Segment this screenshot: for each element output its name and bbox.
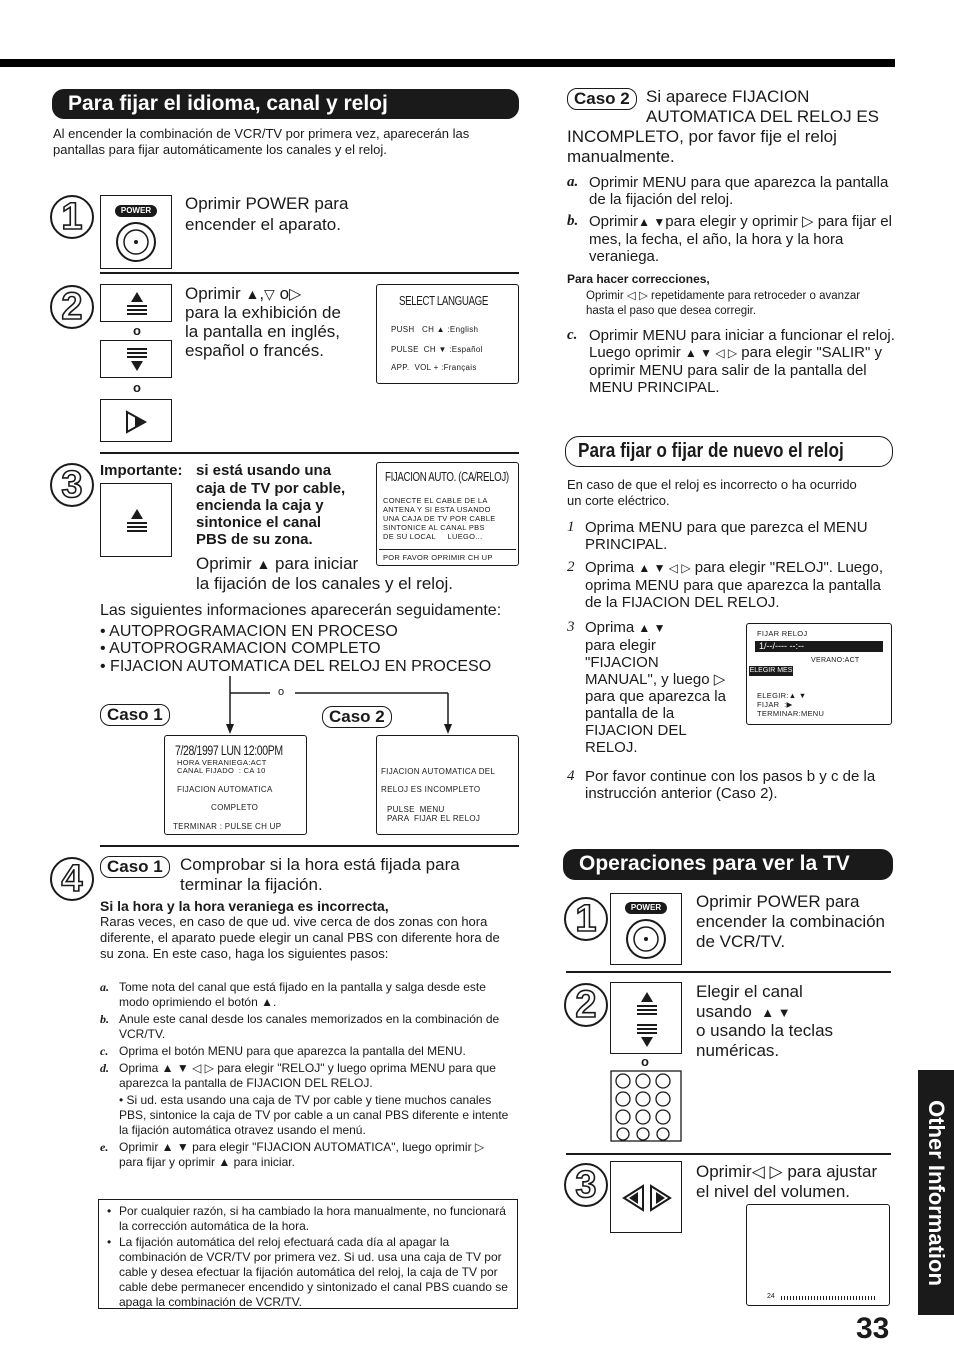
screen-line: ELEGIR:▲ ▼ [757, 691, 807, 700]
item-text: Oprimir MENU para iniciar a funcionar el reloj. Luego oprimir [589, 327, 895, 361]
important-line: caja de TV por cable, [196, 480, 346, 497]
screen-line: HORA VERANIEGA:ACT [177, 758, 267, 767]
reloj-step-1 [567, 519, 887, 553]
screen-line: PUSH CH ▲ :English [391, 325, 479, 334]
tv-step2-line1: Elegir el canal [696, 982, 803, 1001]
list-item [100, 1044, 510, 1059]
step2-line2: para la exhibición de [185, 303, 341, 322]
item-label: c. [567, 327, 578, 343]
divider [566, 1153, 891, 1155]
branch-or: o [278, 686, 285, 698]
or-label: o [133, 323, 141, 338]
screen-divider [379, 549, 516, 550]
item-label: b. [100, 1012, 109, 1026]
top-rule [0, 59, 895, 67]
screen-title: FIJAR RELOJ [757, 629, 808, 638]
item-text: para que aparezca la [585, 688, 726, 705]
sub-text: Raras veces, en caso de que ud. vive cerca de dos zonas con hora diferente, el aparato puede elegir un canal PBS con diferente hora de su zona. En este caso, haga los siguientes pasos: [100, 914, 500, 961]
note-text: Por cualquier razón, si ha cambiado la hora manualmente, no funcionará la corrección automática de la hora. [119, 1204, 506, 1233]
power-button-icon [625, 918, 667, 960]
screen-line: TERMINAR:MENU [757, 709, 825, 718]
up-icon: ▲ [256, 556, 271, 572]
step-number: 1 [50, 195, 94, 239]
corrections-text [586, 289, 886, 319]
caso2-line1: Si aparece FIJACION [646, 87, 810, 106]
step-number: 2 [564, 983, 608, 1027]
tv-step1-line2: encender la combinación [696, 912, 886, 931]
section-title-tv: Operaciones para ver la TV [563, 849, 893, 880]
item-text: Oprimir ▲ ▼ para elegir "FIJACION AUTOMATICA", luego oprimir ▷ para fijar y oprimir ▲ para iniciar. [119, 1140, 485, 1169]
item-text: Oprimir [589, 213, 639, 230]
divider [566, 971, 891, 973]
item-label [100, 1093, 119, 1138]
sep: , [259, 284, 265, 303]
important-line: si está usando una [196, 462, 332, 479]
ch-up-button [100, 483, 172, 557]
or-label: o [133, 380, 141, 395]
left-right-icon: ◁ ▷ [751, 1162, 783, 1181]
item-text: para elegir "RELOJ". Luego, oprima MENU para que aparezca la pantalla de la FIJACION DEL RELOJ. [585, 559, 884, 611]
important-line: encienda la caja y [196, 497, 324, 514]
tv-step3-line2: el nivel del volumen. [696, 1182, 851, 1201]
caso2-line2: AUTOMATICA DEL RELOJ ES [646, 107, 880, 126]
corrections-title: Para hacer correcciones, [567, 272, 710, 286]
step2-oprimir: Oprimir [185, 284, 241, 303]
ch-down-button [100, 340, 172, 378]
step1-line2: encender el aparato. [185, 215, 341, 234]
down-icon: ▽ [264, 286, 275, 302]
ch-down-icon [125, 347, 149, 373]
volume-bar [781, 1296, 877, 1300]
item-label: d. [100, 1061, 109, 1075]
step4-line2: terminar la fijación. [180, 875, 323, 894]
volume-level: 24 [767, 1293, 775, 1300]
item-label: a. [567, 174, 579, 190]
note-box [98, 1199, 518, 1309]
reloj-step-2 [567, 559, 892, 611]
step3-line1 [196, 554, 358, 574]
power-label: POWER [625, 902, 667, 914]
item-text: Oprimir [586, 290, 624, 302]
left-right-icon: ◁ ▷ [626, 290, 648, 302]
power-button-illustration [100, 195, 172, 269]
item-text: para elegir "SALIR" y oprimir MENU para salir de la pantalla del MENU PRINCIPAL. [589, 344, 882, 396]
item-text: Oprima ▲ ▼ ◁ ▷ para elegir "RELOJ" y luego oprima MENU para que aparezca la pantalla de FIJACION DEL RELOJ. [119, 1061, 496, 1090]
step-number: 2 [50, 285, 94, 329]
caso1-screen [164, 735, 307, 835]
item-text: MANUAL", y luego [585, 671, 710, 688]
step-number: 3 [564, 1163, 608, 1207]
reloj-title-text: Para fijar o fijar de nuevo el reloj [578, 440, 844, 462]
screen-date: 1/--/---- --:-- [755, 641, 883, 652]
tv-step3-line1 [696, 1162, 877, 1181]
step3-iniciar: para iniciar [275, 554, 359, 573]
section-title-reloj [565, 436, 893, 467]
item-label: a. [100, 980, 109, 994]
screen-line: APP. VOL + :Français [391, 363, 477, 372]
step2-line1 [185, 284, 301, 304]
list-item [100, 1140, 510, 1170]
step-number: 4 [50, 857, 94, 901]
item-text: • Si ud. esta usando una caja de TV por cable y tiene muchos canales PBS, sintonice la caja de TV por cable a un canal PBS diferente e intente la fijación automática otravez usando el menú. [119, 1093, 509, 1137]
select-language-screen [376, 284, 519, 384]
tv-step2-line3: o usando la teclas [696, 1021, 834, 1040]
step4-line1: Comprobar si la hora está fijada para [180, 855, 460, 874]
right-arrow-icon [123, 410, 151, 434]
list-item [100, 1012, 510, 1042]
ch-up-down-icon [635, 991, 659, 1049]
caso2-label: Caso 2 [322, 706, 392, 728]
channel-buttons [610, 982, 682, 1054]
item-text: Oprima MENU para que parezca el MENU PRINCIPAL. [585, 519, 868, 553]
screen-line: SINTONICE AL CANAL PBS [383, 523, 485, 532]
screen-footer: TERMINAR : PULSE CH UP [173, 822, 282, 831]
volume-left-right-icon [621, 1184, 673, 1212]
right-icon: ▷ [289, 286, 302, 303]
step2-line4: español o francés. [185, 341, 324, 360]
item-text: usando [696, 1002, 752, 1021]
screen-line: FIJACION AUTOMATICA DEL [381, 767, 496, 776]
caso1-label: Caso 1 [100, 704, 170, 726]
bullet-text: FIJACION AUTOMATICA DEL RELOJ EN PROCESO [110, 658, 492, 675]
volume-screen [746, 1204, 890, 1306]
list-item [100, 980, 510, 1010]
screen-line: RELOJ ES INCOMPLETO [381, 785, 481, 794]
item-label: c. [100, 1044, 109, 1058]
step-number: 3 [50, 463, 94, 507]
ch-up-icon [125, 508, 149, 534]
important-line: PBS de su zona. [196, 531, 313, 548]
note-text: La fijación automática del reloj efectuará cada día al apagar la combinación de VCR/TV por primera vez. Si ud. usa una caja de TV por cable y desea efectuar la fijación automática del reloj, la caja de TV por cable debe permanecer encendido y sintonizado el canal PBS cuando se apaga la combinación de VCR/TV. [119, 1235, 508, 1309]
step3-oprimir: Oprimir [196, 554, 252, 573]
tv-step1-line3: de VCR/TV. [696, 932, 786, 951]
sub-title: Si la hora y la hora veraniega es incorrecta, [100, 898, 389, 914]
bullet-text: AUTOPROGRAMACION COMPLETO [109, 640, 381, 657]
up-icon: ▲ [245, 286, 260, 302]
step3-line2: la fijación de los canales y el reloj. [196, 574, 454, 593]
reloj-intro: En caso de que el reloj es incorrecto o ha ocurrido un corte eléctrico. [567, 477, 857, 508]
intro-text: Al encender la combinación de VCR/TV por primera vez, aparecerán las pantallas para fijar automáticamente los canales y el reloj. [53, 126, 470, 157]
tv-step2-line2 [696, 1002, 791, 1022]
power-label: POWER [115, 205, 157, 217]
item-number: 1 [567, 519, 575, 535]
item-text: para elegir y oprimir [665, 213, 798, 230]
or-label: o [641, 1054, 649, 1069]
section-title-idioma: Para fijar el idioma, canal y reloj [52, 89, 519, 119]
screen-footer: POR FAVOR OPRIMIR CH UP [383, 553, 493, 562]
item-text: Oprimir [696, 1162, 752, 1181]
screen-line: CONECTE EL CABLE DE LA [383, 496, 488, 505]
screen-line: PARA FIJAR EL RELOJ [387, 814, 481, 823]
item-number: 3 [567, 619, 575, 635]
right-icon: ▷ [713, 671, 726, 688]
caso1-label: Caso 1 [100, 856, 170, 878]
item-text: RELOJ. [585, 739, 638, 756]
bullet-text: AUTOPROGRAMACION EN PROCESO [109, 623, 398, 640]
screen-title: SELECT LANGUAGE [399, 293, 489, 308]
screen-title: FIJACION AUTO. (CA/RELOJ) [385, 469, 509, 484]
item-text: Oprima [585, 619, 635, 636]
divider [100, 452, 519, 454]
item-text: Anule este canal desde los canales memorizados en la combinación de VCR/TV. [119, 1012, 500, 1041]
volume-buttons [610, 1161, 682, 1233]
item-text: para ajustar [787, 1162, 878, 1181]
follow-text: Las siguientes informaciones aparecerán seguidamente: [100, 602, 502, 619]
bullet-item: • AUTOPROGRAMACION EN PROCESO [100, 623, 398, 640]
ch-up-button [100, 284, 172, 322]
caso2-step-c [567, 327, 897, 396]
section-side-tab [918, 1070, 954, 1315]
reloj-step-3 [567, 619, 747, 756]
important-line: sintonice el canal [196, 514, 322, 531]
item-text: repetidamente para retroceder o avanzar hasta el paso que desea corregir. [586, 290, 861, 317]
screen-verano: VERANO:ACT [811, 657, 860, 664]
caso2-line3: INCOMPLETO, por favor fije el reloj [567, 127, 837, 146]
item-text: Oprimir MENU para que aparezca la pantalla de la fijación del reloj. [589, 174, 889, 208]
arrows-icon: ▲ ▼ ◁ ▷ [684, 346, 738, 360]
screen-line: UNA CAJA DE TV POR CABLE [383, 514, 496, 523]
reloj-step-4 [567, 768, 897, 802]
step-number: 1 [564, 897, 608, 941]
item-text: FIJACION DEL [585, 722, 687, 739]
ch-up-icon [125, 291, 149, 317]
number-keypad [610, 1070, 682, 1142]
fijacion-auto-screen [376, 462, 519, 566]
item-text: Tome nota del canal que está fijado en la pantalla y salga desde este modo oprimiendo el botón ▲. [119, 980, 486, 1009]
caso2-label: Caso 2 [567, 88, 637, 110]
list-item [100, 1061, 510, 1091]
screen-time: 7/28/1997 LUN 12:00PM [175, 742, 283, 758]
item-text: para elegir [585, 637, 656, 654]
tv-step2-line4: numéricas. [696, 1041, 780, 1060]
page-number: 33 [856, 1312, 890, 1345]
up-down-icon: ▲ ▼ [638, 215, 666, 229]
item-number: 4 [567, 768, 575, 784]
screen-line: DE SU LOCAL LUEGO... [383, 532, 483, 541]
caso2-screen [376, 735, 519, 835]
power-button-illustration [610, 893, 682, 965]
screen-line: PULSE MENU [387, 805, 445, 814]
step1-line1: Oprimir POWER para [185, 194, 349, 213]
item-text: pantalla de la [585, 705, 675, 722]
fijar-reloj-screen [746, 623, 892, 725]
bullet-item: • AUTOPROGRAMACION COMPLETO [100, 640, 381, 657]
bullet-item: • FIJACION AUTOMATICA DEL RELOJ EN PROCESO [100, 658, 492, 675]
screen-tab: ELEGIR MES [749, 667, 793, 674]
side-tab-text: Other Information [924, 1099, 949, 1286]
screen-line: CANAL FIJADO : CA 10 [177, 766, 266, 775]
screen-line: COMPLETO [211, 803, 259, 812]
divider [100, 272, 519, 274]
step4-item-list [100, 980, 510, 1172]
screen-line: PULSE CH ▼ :Español [391, 345, 483, 354]
divider [100, 845, 519, 847]
item-label: e. [100, 1140, 109, 1154]
note-item: • Por cualquier razón, si ha cambiado la hora manualmente, no funcionará la corrección automática de la hora. [107, 1204, 509, 1234]
caso2-step-b [567, 213, 897, 265]
caso2-line4: manualmente. [567, 147, 675, 166]
screen-line: FIJACION AUTOMATICA [177, 785, 273, 794]
right-icon: ▷ [801, 213, 814, 230]
item-text: Por favor continue con los pasos b y c de la instrucción anterior (Caso 2). [585, 768, 876, 802]
arrows-icon: ▲ ▼ ◁ ▷ [638, 561, 691, 575]
up-down-icon: ▲ ▼ [638, 621, 666, 635]
item-number: 2 [567, 559, 575, 575]
screen-line: FIJAR :▶ [757, 700, 793, 709]
item-text: para fijar el mes, la fecha, el año, la hora y la hora veraniega. [589, 213, 892, 265]
keypad-icon [610, 1070, 682, 1142]
step2-line3: la pantalla en inglés, [185, 322, 341, 341]
item-text: "FIJACION [585, 654, 659, 671]
item-text: Oprima [585, 559, 635, 576]
right-button [100, 399, 172, 442]
tv-step1-line1: Oprimir POWER para [696, 892, 860, 911]
power-button-icon [115, 221, 157, 263]
or: o [279, 284, 290, 303]
list-item [100, 1093, 510, 1138]
item-text: Oprima el botón MENU para que aparezca la pantalla del MENU. [119, 1044, 466, 1058]
screen-line: ANTENA Y SI ESTA USANDO [383, 505, 491, 514]
important-label: Importante: [100, 462, 183, 479]
item-label: b. [567, 213, 579, 229]
caso2-step-a [567, 174, 892, 208]
note-item: • La fijación automática del reloj efectuará cada día al apagar la combinación de VCR/TV por primera vez. Si ud. usa una caja de TV por cable y desea efectuar la fijación automática del reloj, la caja de TV por cable debe permanecer encendido y sintonizado el canal PBS cuando se apaga la combinación de VCR/TV. [107, 1235, 508, 1309]
up-down-icon: ▲ ▼ [761, 1005, 791, 1020]
